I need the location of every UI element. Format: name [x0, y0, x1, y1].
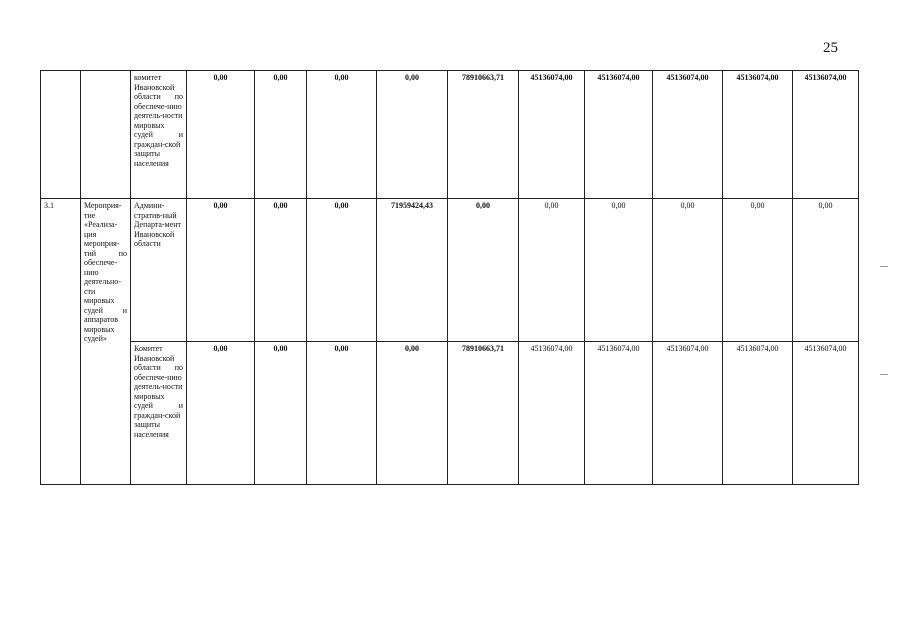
value-cell: 0,00	[255, 71, 307, 199]
value-cell: 71959424,43	[377, 199, 448, 342]
value-cell: 45136074,00	[585, 342, 653, 485]
value-cell: 45136074,00	[793, 342, 859, 485]
measure-name-cell: Мероприя-тие «Реализа-ция мероприя-тий по обеспече-нию деятельно-сти мировых судей и аппаратов мировых судей»	[81, 199, 131, 485]
value-cell: 0,00	[377, 342, 448, 485]
budget-table	[40, 70, 859, 485]
value-cell: 0,00	[255, 199, 307, 342]
value-cell: 0,00	[448, 199, 519, 342]
value-cell: 45136074,00	[723, 71, 793, 199]
value-cell: 78910663,71	[448, 71, 519, 199]
value-cell: 0,00	[653, 199, 723, 342]
value-cell: 45136074,00	[653, 342, 723, 485]
scan-mark	[880, 266, 888, 267]
value-cell: 0,00	[793, 199, 859, 342]
value-cell: 0,00	[255, 342, 307, 485]
value-cell: 0,00	[377, 71, 448, 199]
value-cell: 45136074,00	[793, 71, 859, 199]
scan-mark	[880, 374, 888, 375]
page-number: 25	[823, 40, 838, 56]
value-cell: 45136074,00	[653, 71, 723, 199]
value-cell: 0,00	[723, 199, 793, 342]
table-row	[41, 71, 859, 199]
value-cell: 45136074,00	[519, 71, 585, 199]
value-cell: 45136074,00	[519, 342, 585, 485]
value-cell: 0,00	[307, 199, 377, 342]
measure-name-cell	[81, 71, 131, 199]
executor-cell: Админи-стратив-ный Департа-мент Ивановской области	[131, 199, 187, 342]
executor-cell: Комитет Ивановской области по обеспече-нию деятель-ности мировых судей и граждан-ской защиты населения	[131, 342, 187, 485]
value-cell: 0,00	[187, 342, 255, 485]
value-cell: 45136074,00	[723, 342, 793, 485]
value-cell: 45136074,00	[585, 71, 653, 199]
value-cell: 78910663,71	[448, 342, 519, 485]
row-number-cell: 3.1	[41, 199, 81, 485]
value-cell: 0,00	[519, 199, 585, 342]
value-cell: 0,00	[307, 342, 377, 485]
row-number-cell	[41, 71, 81, 199]
table-row	[41, 199, 859, 342]
table-row	[41, 342, 859, 485]
value-cell: 0,00	[307, 71, 377, 199]
value-cell: 0,00	[187, 71, 255, 199]
executor-cell: комитет Ивановской области по обеспече-нию деятель-ности мировых судей и граждан-ской защиты населения	[131, 71, 187, 199]
value-cell: 0,00	[585, 199, 653, 342]
value-cell: 0,00	[187, 199, 255, 342]
